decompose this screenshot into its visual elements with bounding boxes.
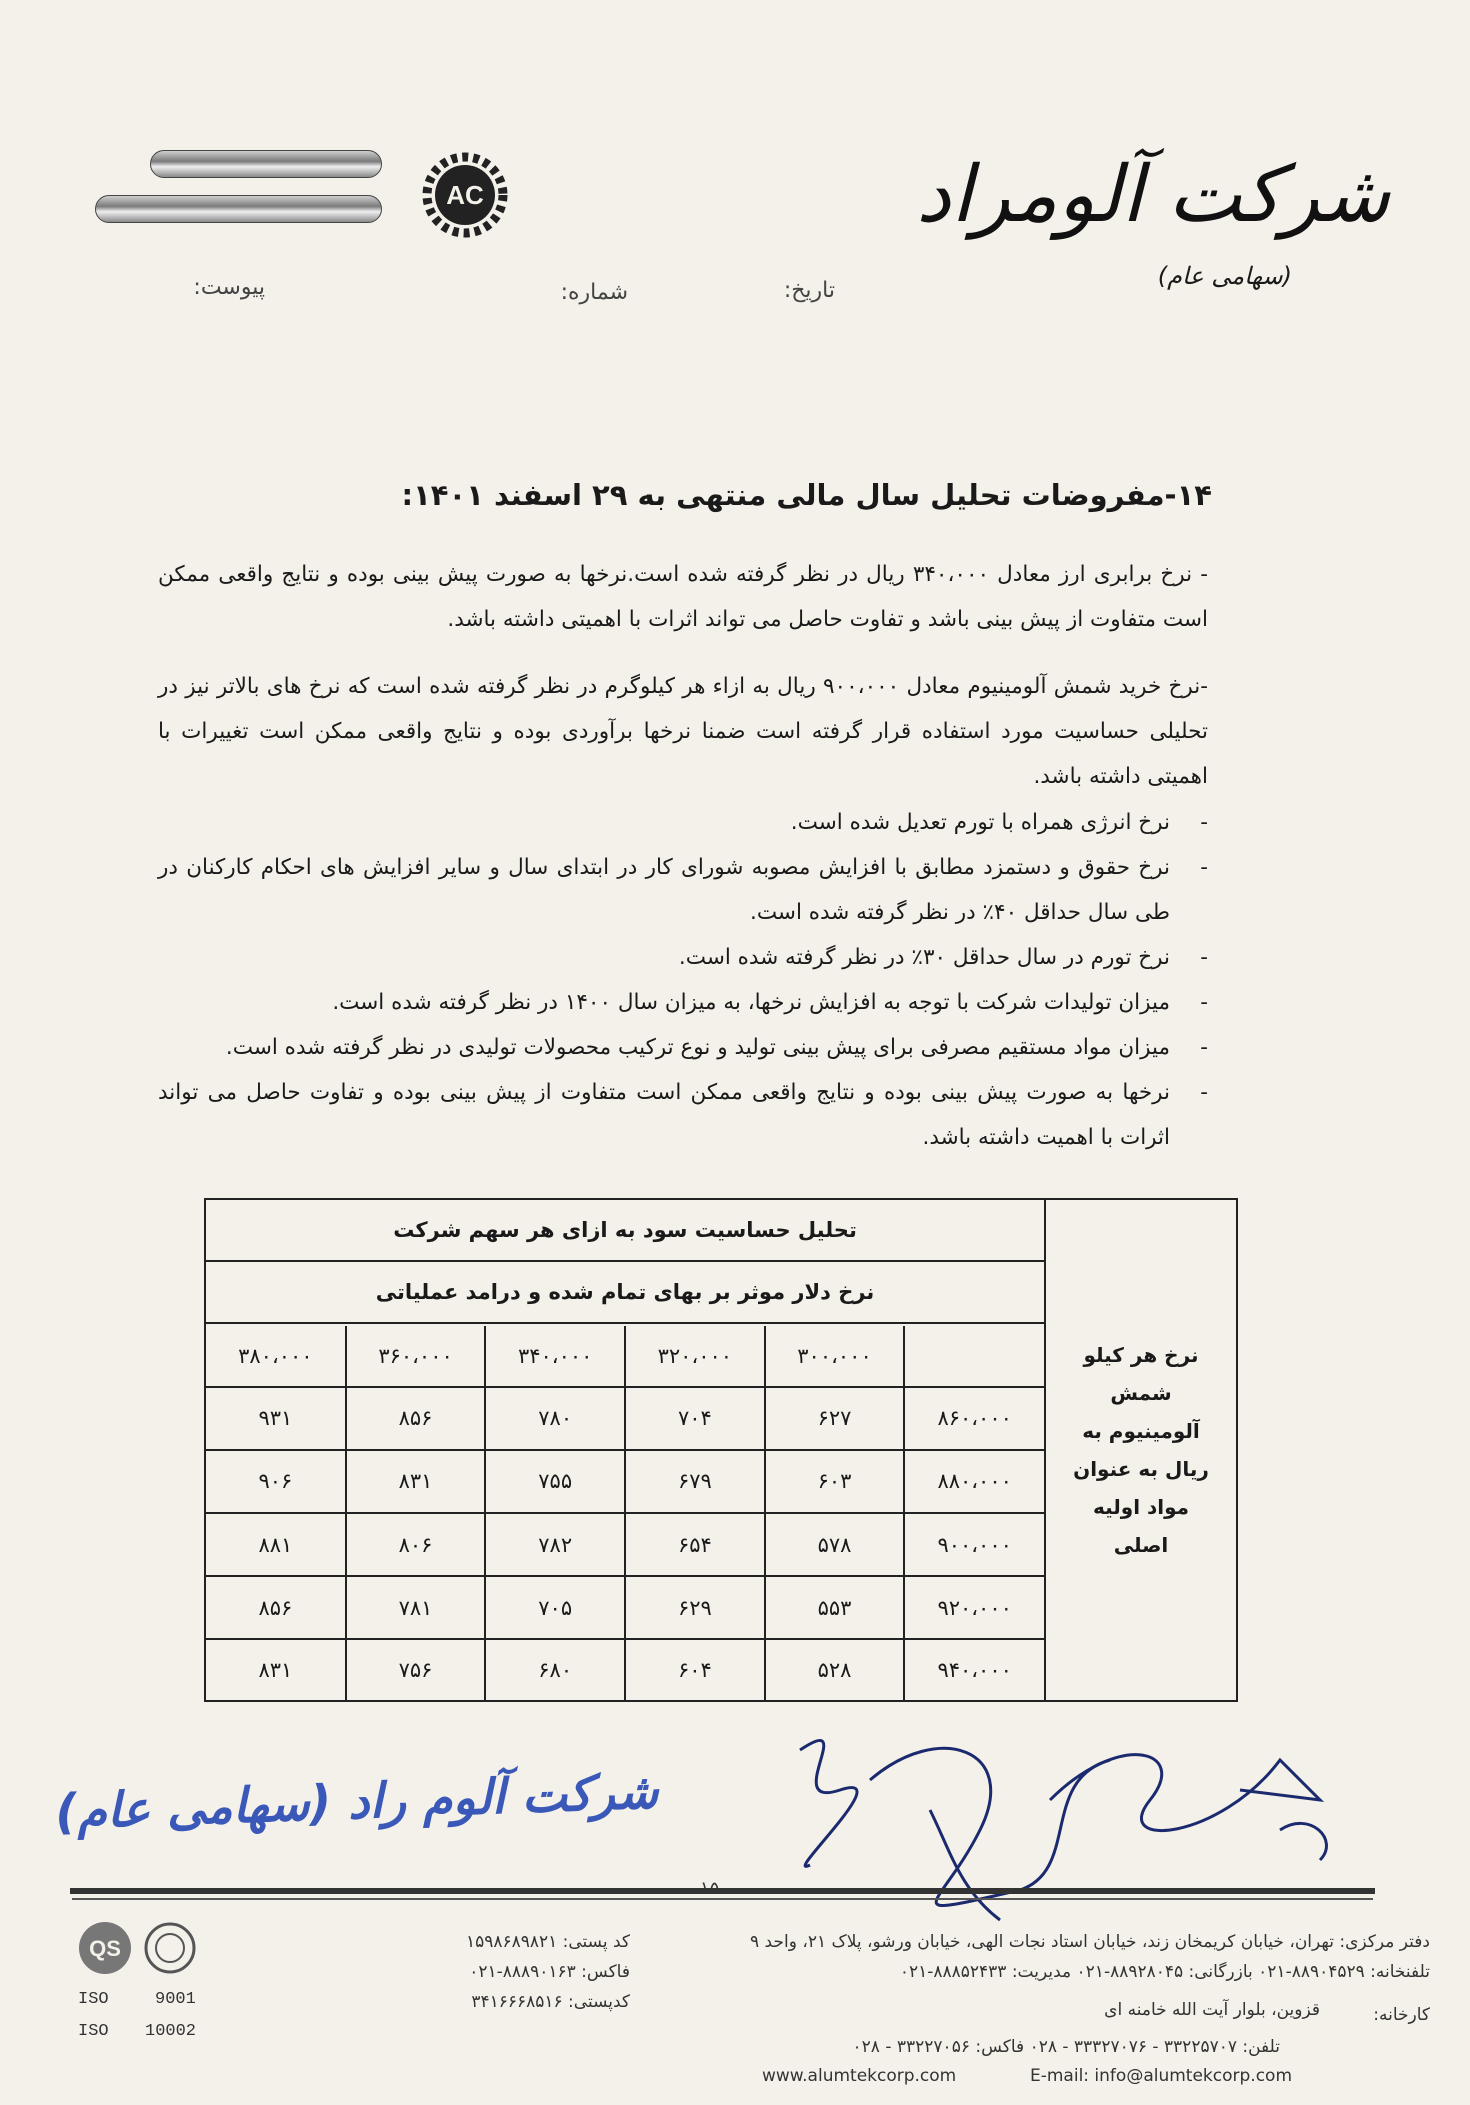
table-subtitle: نرخ دلار موثر بر بهای تمام شده و درامد عملیاتی	[206, 1262, 1044, 1324]
value-cell: ۷۰۴	[625, 1387, 765, 1450]
factory-address: قزوین، بلوار آیت الله خامنه ای	[1104, 2000, 1320, 2020]
table-title: تحلیل حساسیت سود به ازای هر سهم شرکت	[206, 1200, 1044, 1262]
company-name: شرکت آلومراد	[916, 150, 1390, 240]
footer-divider	[70, 1888, 1375, 1894]
logo-letters: AC	[446, 180, 484, 210]
assumption-item: - میزان تولیدات شرکت با توجه به افزایش نرخها، به میزان سال ۱۴۰۰ در نظر گرفته شده است.	[158, 980, 1208, 1025]
value-cell: ۸۸۱	[206, 1513, 346, 1576]
assumption-item: - نرخ حقوق و دستمزد مطابق با افزایش مصوبه شورای کار در ابتدای سال و سایر افزایش های احکام کارکنان در طی سال حداقل ۴۰٪ در نظر گرفته شده است.	[158, 845, 1208, 935]
value-cell: ۶۰۴	[625, 1639, 765, 1700]
row-header-cell	[1044, 1200, 1236, 1700]
value-cell: ۵۷۸	[765, 1513, 905, 1576]
value-cell: ۹۰۶	[206, 1450, 346, 1513]
attachment-label: پیوست:	[193, 275, 265, 300]
value-cell: ۷۸۲	[485, 1513, 625, 1576]
phone-line: تلفنخانه: ۸۸۹۰۴۵۲۹-۰۲۱ بازرگانی: ۸۸۹۲۸۰۴۵-۰۲۱ مدیریت: ۸۸۸۵۲۴۳۳-۰۲۱	[899, 1962, 1430, 1982]
signature-icon	[720, 1690, 1360, 1930]
column-header: ۳۸۰،۰۰۰	[206, 1326, 346, 1387]
value-cell: ۸۵۶	[206, 1576, 346, 1639]
paragraph-exchange-rate: - نرخ برابری ارز معادل ۳۴۰،۰۰۰ ریال در نظر گرفته شده است.نرخها به صورت پیش بینی بوده و نتایج واقعی ممکن است متفاوت از پیش بینی باشد و تفاوت حاصل می تواند اثرات با اهمیتی داشته باشد.	[158, 562, 1208, 632]
rate-cell: ۹۲۰،۰۰۰	[904, 1576, 1044, 1639]
fax-number: فاکس: ۸۸۸۹۰۱۶۳-۰۲۱	[469, 1962, 630, 1982]
factory-postal-code: کدپستی: ۳۴۱۶۶۶۸۵۱۶	[471, 1992, 630, 2012]
value-cell: ۷۸۱	[346, 1576, 486, 1639]
assumption-item: - نرخ تورم در سال حداقل ۳۰٪ در نظر گرفته شده است.	[158, 935, 1208, 980]
row-header-label: نرخ هر کیلو شمش آلومینیوم به ریال به عنوان مواد اولیه اصلی	[1073, 1343, 1209, 1557]
value-cell: ۶۲۹	[625, 1576, 765, 1639]
factory-label: کارخانه:	[1373, 2005, 1430, 2025]
value-cell: ۶۰۳	[765, 1450, 905, 1513]
column-header: ۳۶۰،۰۰۰	[346, 1326, 486, 1387]
factory-phone: تلفن: ۳۳۲۲۵۷۰۷ - ۳۳۳۲۷۰۷۶ - ۰۲۸ فاکس: ۳۳۲۲۷۰۵۶ - ۰۲۸	[852, 2037, 1280, 2057]
table-row	[206, 1576, 1044, 1639]
rate-cell: ۸۶۰،۰۰۰	[904, 1387, 1044, 1450]
iso-label-1: ISO	[78, 1990, 109, 2009]
value-cell: ۶۵۴	[625, 1513, 765, 1576]
section-title: ۱۴-مفروضات تحلیل سال مالی منتهی به ۲۹ اسفند ۱۴۰۱:	[401, 478, 1212, 512]
office-address: دفتر مرکزی: تهران، خیابان کریمخان زند، خیابان استاد نجات الهی، خیابان ورشو، پلاک ۲۱، واحد ۹	[750, 1932, 1430, 1952]
value-cell: ۷۵۵	[485, 1450, 625, 1513]
email-link[interactable]: E-mail: info@alumtekcorp.com	[1030, 2066, 1292, 2086]
sensitivity-table	[204, 1198, 1238, 1702]
cert-letters: QS	[89, 1936, 121, 1961]
value-cell: ۶۲۷	[765, 1387, 905, 1450]
gear-logo-icon	[420, 150, 510, 240]
paragraph-aluminium-rate: -نرخ خرید شمش آلومینیوم معادل ۹۰۰،۰۰۰ ریال به ازاء هر کیلوگرم در نظر گرفته شده است که نرخ های بالاتر نیز در تحلیلی حساسیت مورد استفاده قرار گرفته است ضمنا نرخها برآوردی بوده و نتایج واقعی ممکن است تغییرات با اهمیتی داشته باشد.	[158, 674, 1208, 789]
value-cell: ۸۰۶	[346, 1513, 486, 1576]
value-cell: ۹۳۱	[206, 1387, 346, 1450]
table-row	[206, 1450, 1044, 1513]
column-header: ۳۴۰،۰۰۰	[485, 1326, 625, 1387]
value-cell: ۸۵۶	[346, 1387, 486, 1450]
value-cell: ۶۷۹	[625, 1450, 765, 1513]
table-row	[206, 1387, 1044, 1450]
qs-cert-icon	[75, 1912, 205, 1984]
column-header-row	[206, 1326, 1044, 1387]
rate-cell: ۹۰۰،۰۰۰	[904, 1513, 1044, 1576]
iso-9001: 9001	[155, 1990, 196, 2009]
value-cell: ۵۵۳	[765, 1576, 905, 1639]
value-cell: ۸۳۱	[206, 1639, 346, 1700]
column-header: ۳۰۰،۰۰۰	[765, 1326, 905, 1387]
company-type: (سهامی عام)	[1157, 262, 1292, 290]
rate-cell: ۸۸۰،۰۰۰	[904, 1450, 1044, 1513]
postal-code: کد پستی: ۱۵۹۸۶۸۹۸۲۱	[465, 1932, 630, 1952]
website-link[interactable]: www.alumtekcorp.com	[762, 2066, 957, 2086]
number-label: شماره:	[560, 280, 628, 305]
iso-label-2: ISO	[78, 2022, 109, 2041]
value-cell: ۵۲۸	[765, 1639, 905, 1700]
company-stamp: شرکت آلوم راد (سهامی عام)	[53, 1763, 659, 1841]
value-cell: ۷۸۰	[485, 1387, 625, 1450]
iso-10002: 10002	[145, 2022, 197, 2041]
assumption-item: - میزان مواد مستقیم مصرفی برای پیش بینی تولید و نوع ترکیب محصولات تولیدی در نظر گرفته شده است.	[158, 1025, 1208, 1070]
value-cell: ۸۳۱	[346, 1450, 486, 1513]
table-row	[206, 1513, 1044, 1576]
rate-cell: ۹۴۰،۰۰۰	[904, 1639, 1044, 1700]
value-cell: ۷۵۶	[346, 1639, 486, 1700]
column-header: ۳۲۰،۰۰۰	[625, 1326, 765, 1387]
logo-pipe-top	[150, 150, 382, 178]
date-label: تاریخ:	[783, 278, 835, 303]
logo-pipe-bottom	[95, 195, 382, 223]
assumption-list	[158, 800, 1208, 1160]
assumption-item: - نرخ انرژی همراه با تورم تعدیل شده است.	[158, 800, 1208, 845]
corner-cell	[904, 1326, 1044, 1387]
value-cell: ۷۰۵	[485, 1576, 625, 1639]
assumption-item: - نرخها به صورت پیش بینی بوده و نتایج واقعی ممکن است متفاوت از پیش بینی بوده و تفاوت حاصل می تواند اثرات با اهمیت داشته باشد.	[158, 1070, 1208, 1160]
value-cell: ۶۸۰	[485, 1639, 625, 1700]
sensitivity-grid	[206, 1326, 1044, 1700]
